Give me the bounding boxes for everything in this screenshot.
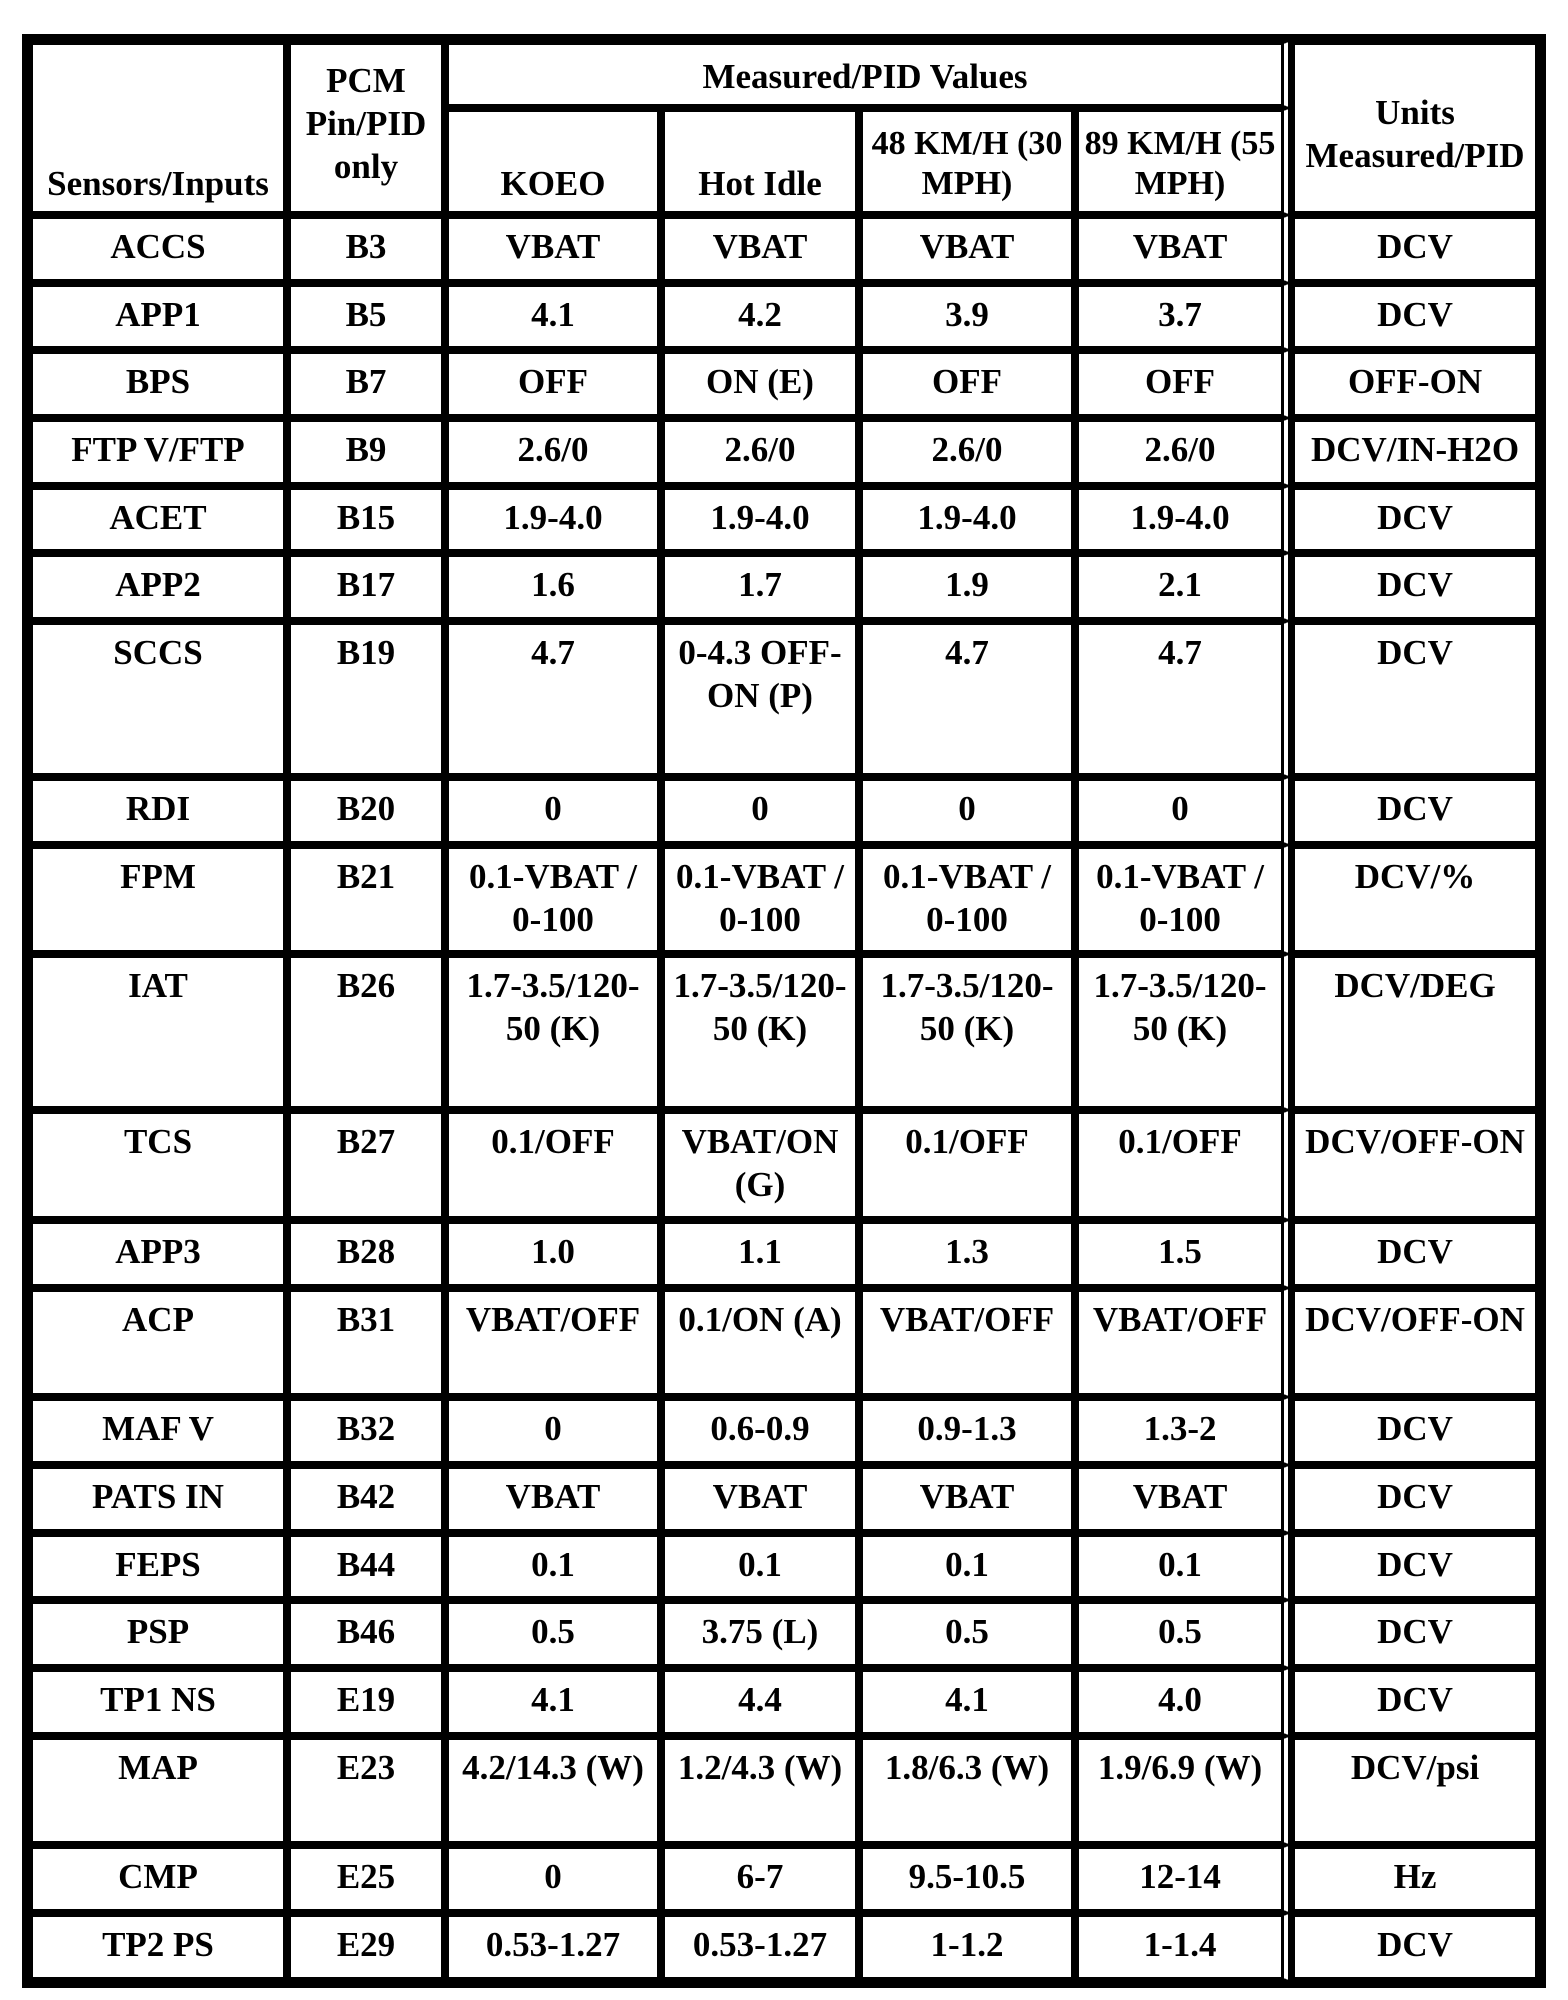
cell-sensor: FPM: [29, 845, 287, 955]
pid-values-table: [29, 41, 1539, 1981]
cell-89-kmh: 2.6/0: [1075, 418, 1291, 486]
table-row: [29, 418, 1539, 486]
cell-hot-idle: 1.9-4.0: [661, 486, 859, 554]
cell-89-kmh: 0.5: [1075, 1600, 1291, 1668]
cell-units: DCV: [1291, 1533, 1539, 1601]
cell-units: DCV: [1291, 1465, 1539, 1533]
cell-units: DCV: [1291, 1397, 1539, 1465]
table-row: [29, 954, 1539, 1110]
cell-89-kmh: 1.3-2: [1075, 1397, 1291, 1465]
cell-units: DCV/OFF-ON: [1291, 1288, 1539, 1398]
cell-hot-idle: 4.2: [661, 283, 859, 351]
cell-units: DCV: [1291, 553, 1539, 621]
cell-pin: B15: [287, 486, 445, 554]
cell-koeo: 0.1-VBAT / 0-100: [445, 845, 661, 955]
table-row: [29, 283, 1539, 351]
cell-pin: B20: [287, 777, 445, 845]
table-row: [29, 1288, 1539, 1398]
table-row: [29, 1600, 1539, 1668]
cell-sensor: PATS IN: [29, 1465, 287, 1533]
cell-koeo: OFF: [445, 350, 661, 418]
cell-units: DCV: [1291, 1600, 1539, 1668]
cell-48-kmh: OFF: [859, 350, 1075, 418]
cell-48-kmh: 4.7: [859, 621, 1075, 777]
cell-koeo: 0: [445, 1845, 661, 1913]
cell-pin: B46: [287, 1600, 445, 1668]
cell-89-kmh: 1.7-3.5/120-50 (K): [1075, 954, 1291, 1110]
cell-48-kmh: VBAT: [859, 1465, 1075, 1533]
cell-pin: B28: [287, 1220, 445, 1288]
cell-koeo: 4.2/14.3 (W): [445, 1736, 661, 1846]
cell-48-kmh: VBAT/OFF: [859, 1288, 1075, 1398]
cell-koeo: VBAT: [445, 215, 661, 283]
cell-sensor: MAP: [29, 1736, 287, 1846]
table-row: [29, 1397, 1539, 1465]
cell-48-kmh: 2.6/0: [859, 418, 1075, 486]
cell-koeo: 0.1: [445, 1533, 661, 1601]
cell-hot-idle: VBAT/ON (G): [661, 1110, 859, 1220]
cell-koeo: 4.7: [445, 621, 661, 777]
cell-89-kmh: 2.1: [1075, 553, 1291, 621]
cell-pin: E25: [287, 1845, 445, 1913]
cell-sensor: ACP: [29, 1288, 287, 1398]
table-row: [29, 1465, 1539, 1533]
cell-sensor: APP3: [29, 1220, 287, 1288]
cell-units: DCV/%: [1291, 845, 1539, 955]
cell-units: Hz: [1291, 1845, 1539, 1913]
cell-89-kmh: 12-14: [1075, 1845, 1291, 1913]
table-row: [29, 1913, 1539, 1981]
cell-units: DCV: [1291, 1668, 1539, 1736]
cell-48-kmh: 0.9-1.3: [859, 1397, 1075, 1465]
cell-pin: B44: [287, 1533, 445, 1601]
table-row: [29, 1533, 1539, 1601]
cell-89-kmh: VBAT: [1075, 1465, 1291, 1533]
table-row: [29, 553, 1539, 621]
cell-units: DCV: [1291, 1220, 1539, 1288]
cell-89-kmh: 4.7: [1075, 621, 1291, 777]
cell-sensor: MAF V: [29, 1397, 287, 1465]
cell-48-kmh: 0.1: [859, 1533, 1075, 1601]
cell-units: DCV/psi: [1291, 1736, 1539, 1846]
cell-48-kmh: 1.3: [859, 1220, 1075, 1288]
cell-units: DCV/IN-H2O: [1291, 418, 1539, 486]
table-row: [29, 350, 1539, 418]
table-row: [29, 621, 1539, 777]
cell-koeo: 1.7-3.5/120-50 (K): [445, 954, 661, 1110]
cell-sensor: TP1 NS: [29, 1668, 287, 1736]
header-units-measured-pid: Units Measured/PID: [1291, 41, 1539, 215]
cell-48-kmh: 1.9: [859, 553, 1075, 621]
cell-89-kmh: 1.9/6.9 (W): [1075, 1736, 1291, 1846]
cell-89-kmh: 3.7: [1075, 283, 1291, 351]
cell-hot-idle: 0.53-1.27: [661, 1913, 859, 1981]
cell-sensor: APP2: [29, 553, 287, 621]
table-body: [29, 215, 1539, 1981]
cell-48-kmh: VBAT: [859, 215, 1075, 283]
cell-pin: B31: [287, 1288, 445, 1398]
cell-koeo: 0: [445, 777, 661, 845]
cell-units: DCV: [1291, 1913, 1539, 1981]
cell-48-kmh: 1.7-3.5/120-50 (K): [859, 954, 1075, 1110]
cell-sensor: SCCS: [29, 621, 287, 777]
cell-units: OFF-ON: [1291, 350, 1539, 418]
cell-pin: E19: [287, 1668, 445, 1736]
cell-48-kmh: 4.1: [859, 1668, 1075, 1736]
header-89-kmh: 89 KM/H (55 MPH): [1075, 108, 1291, 215]
cell-pin: B27: [287, 1110, 445, 1220]
cell-pin: B42: [287, 1465, 445, 1533]
cell-koeo: 0: [445, 1397, 661, 1465]
cell-pin: B19: [287, 621, 445, 777]
cell-pin: B17: [287, 553, 445, 621]
cell-89-kmh: 0.1/OFF: [1075, 1110, 1291, 1220]
cell-sensor: ACCS: [29, 215, 287, 283]
cell-48-kmh: 1.9-4.0: [859, 486, 1075, 554]
table-row: [29, 486, 1539, 554]
cell-hot-idle: 4.4: [661, 1668, 859, 1736]
cell-89-kmh: 0.1-VBAT / 0-100: [1075, 845, 1291, 955]
cell-48-kmh: 0: [859, 777, 1075, 845]
table-row: [29, 1736, 1539, 1846]
cell-koeo: VBAT: [445, 1465, 661, 1533]
table-row: [29, 1845, 1539, 1913]
cell-48-kmh: 0.1-VBAT / 0-100: [859, 845, 1075, 955]
cell-sensor: TP2 PS: [29, 1913, 287, 1981]
header-koeo: KOEO: [445, 108, 661, 215]
cell-89-kmh: 4.0: [1075, 1668, 1291, 1736]
cell-koeo: 1.9-4.0: [445, 486, 661, 554]
cell-units: DCV: [1291, 486, 1539, 554]
cell-hot-idle: VBAT: [661, 215, 859, 283]
cell-hot-idle: 6-7: [661, 1845, 859, 1913]
cell-hot-idle: 2.6/0: [661, 418, 859, 486]
cell-hot-idle: 0.1-VBAT / 0-100: [661, 845, 859, 955]
cell-units: DCV: [1291, 215, 1539, 283]
cell-units: DCV: [1291, 777, 1539, 845]
cell-48-kmh: 0.1/OFF: [859, 1110, 1075, 1220]
cell-hot-idle: VBAT: [661, 1465, 859, 1533]
cell-koeo: 4.1: [445, 1668, 661, 1736]
cell-hot-idle: 1.7: [661, 553, 859, 621]
cell-pin: B7: [287, 350, 445, 418]
table-row: [29, 1220, 1539, 1288]
cell-sensor: PSP: [29, 1600, 287, 1668]
header-pcm-pin-pid: PCM Pin/PID only: [287, 41, 445, 215]
cell-pin: E23: [287, 1736, 445, 1846]
cell-hot-idle: 0.1: [661, 1533, 859, 1601]
cell-koeo: 0.1/OFF: [445, 1110, 661, 1220]
cell-pin: B21: [287, 845, 445, 955]
header-measured-pid-values: Measured/PID Values: [445, 41, 1291, 108]
cell-sensor: BPS: [29, 350, 287, 418]
header-sensors-inputs: Sensors/Inputs: [29, 41, 287, 215]
cell-sensor: CMP: [29, 1845, 287, 1913]
cell-sensor: FEPS: [29, 1533, 287, 1601]
cell-48-kmh: 0.5: [859, 1600, 1075, 1668]
cell-koeo: 0.5: [445, 1600, 661, 1668]
cell-hot-idle: 1.2/4.3 (W): [661, 1736, 859, 1846]
cell-koeo: VBAT/OFF: [445, 1288, 661, 1398]
cell-hot-idle: ON (E): [661, 350, 859, 418]
cell-hot-idle: 0: [661, 777, 859, 845]
cell-sensor: TCS: [29, 1110, 287, 1220]
cell-hot-idle: 0-4.3 OFF-ON (P): [661, 621, 859, 777]
cell-units: DCV: [1291, 283, 1539, 351]
cell-89-kmh: 0: [1075, 777, 1291, 845]
cell-sensor: RDI: [29, 777, 287, 845]
cell-hot-idle: 0.6-0.9: [661, 1397, 859, 1465]
cell-89-kmh: VBAT/OFF: [1075, 1288, 1291, 1398]
cell-hot-idle: 1.1: [661, 1220, 859, 1288]
cell-48-kmh: 9.5-10.5: [859, 1845, 1075, 1913]
table-row: [29, 777, 1539, 845]
pcm-reference-sheet: [22, 34, 1546, 1988]
cell-pin: B3: [287, 215, 445, 283]
header-row-top: [29, 41, 1539, 108]
header-hot-idle: Hot Idle: [661, 108, 859, 215]
cell-89-kmh: VBAT: [1075, 215, 1291, 283]
cell-pin: B9: [287, 418, 445, 486]
table-row: [29, 1668, 1539, 1736]
cell-48-kmh: 3.9: [859, 283, 1075, 351]
cell-koeo: 1.0: [445, 1220, 661, 1288]
cell-koeo: 1.6: [445, 553, 661, 621]
cell-pin: B32: [287, 1397, 445, 1465]
cell-koeo: 4.1: [445, 283, 661, 351]
cell-48-kmh: 1-1.2: [859, 1913, 1075, 1981]
header-48-kmh: 48 KM/H (30 MPH): [859, 108, 1075, 215]
cell-pin: E29: [287, 1913, 445, 1981]
cell-89-kmh: OFF: [1075, 350, 1291, 418]
cell-hot-idle: 3.75 (L): [661, 1600, 859, 1668]
cell-sensor: ACET: [29, 486, 287, 554]
cell-89-kmh: 0.1: [1075, 1533, 1291, 1601]
cell-koeo: 2.6/0: [445, 418, 661, 486]
table-row: [29, 1110, 1539, 1220]
cell-units: DCV: [1291, 621, 1539, 777]
cell-pin: B5: [287, 283, 445, 351]
cell-hot-idle: 0.1/ON (A): [661, 1288, 859, 1398]
cell-hot-idle: 1.7-3.5/120-50 (K): [661, 954, 859, 1110]
cell-89-kmh: 1-1.4: [1075, 1913, 1291, 1981]
cell-sensor: IAT: [29, 954, 287, 1110]
cell-units: DCV/DEG: [1291, 954, 1539, 1110]
cell-koeo: 0.53-1.27: [445, 1913, 661, 1981]
cell-sensor: FTP V/FTP: [29, 418, 287, 486]
cell-89-kmh: 1.9-4.0: [1075, 486, 1291, 554]
cell-pin: B26: [287, 954, 445, 1110]
cell-48-kmh: 1.8/6.3 (W): [859, 1736, 1075, 1846]
cell-89-kmh: 1.5: [1075, 1220, 1291, 1288]
cell-sensor: APP1: [29, 283, 287, 351]
table-row: [29, 215, 1539, 283]
cell-units: DCV/OFF-ON: [1291, 1110, 1539, 1220]
table-row: [29, 845, 1539, 955]
